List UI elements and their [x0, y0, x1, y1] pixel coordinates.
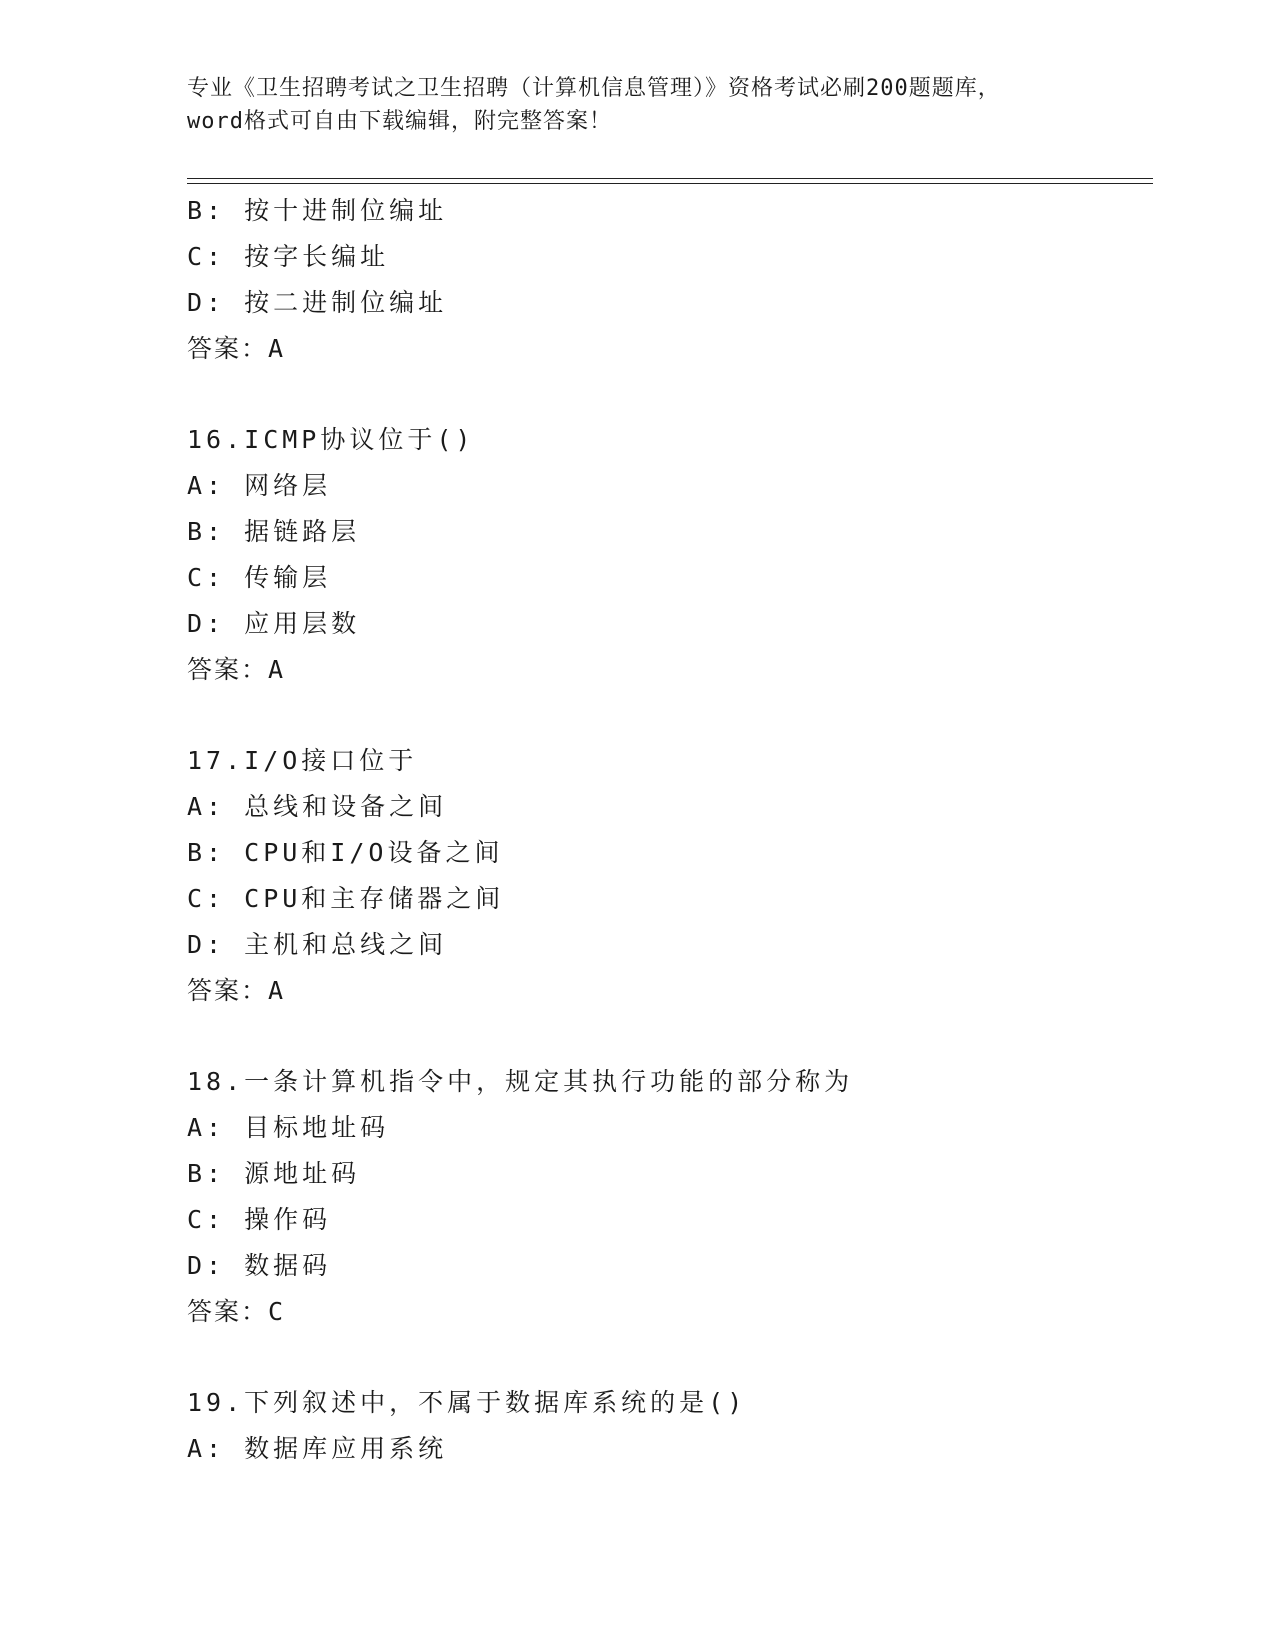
answer-line: 答案：C — [187, 1297, 286, 1326]
header-divider-bottom — [187, 183, 1153, 184]
option-c: C: 按字长编址 — [187, 242, 390, 271]
option-b: B: 据链路层 — [187, 517, 361, 546]
question-stem: 17.I/O接口位于 — [187, 746, 418, 775]
document-header — [187, 72, 1087, 138]
option-a: A: 网络层 — [187, 471, 332, 500]
question-stem: 18.一条计算机指令中，规定其执行功能的部分称为 — [187, 1067, 854, 1096]
answer-line: 答案：A — [187, 334, 286, 363]
answer-line: 答案：A — [187, 655, 286, 684]
question-stem: 19.下列叙述中，不属于数据库系统的是() — [187, 1388, 747, 1417]
question-18 — [187, 1059, 1137, 1335]
option-a: A: 总线和设备之间 — [187, 792, 448, 821]
header-line-2: word格式可自由下载编辑，附完整答案！ — [187, 109, 612, 134]
option-d: D: 数据码 — [187, 1251, 332, 1280]
answer-line: 答案：A — [187, 976, 286, 1005]
option-c: C: 传输层 — [187, 563, 332, 592]
option-d: D: 按二进制位编址 — [187, 288, 448, 317]
question-16 — [187, 417, 1137, 693]
option-d: D: 主机和总线之间 — [187, 930, 448, 959]
option-b: B: CPU和I/O设备之间 — [187, 838, 504, 867]
question-19 — [187, 1380, 1137, 1472]
option-b: B: 源地址码 — [187, 1159, 361, 1188]
question-17 — [187, 738, 1137, 1014]
question-list — [187, 188, 1137, 1472]
header-divider-top — [187, 178, 1153, 179]
option-c: C: 操作码 — [187, 1205, 332, 1234]
option-a: A: 数据库应用系统 — [187, 1434, 448, 1463]
question-15-continued — [187, 188, 1137, 372]
option-d: D: 应用层数 — [187, 609, 361, 638]
header-line-1: 专业《卫生招聘考试之卫生招聘（计算机信息管理）》资格考试必刷200题题库， — [187, 76, 1001, 101]
option-b: B: 按十进制位编址 — [187, 196, 448, 225]
question-stem: 16.ICMP协议位于() — [187, 425, 475, 454]
option-c: C: CPU和主存储器之间 — [187, 884, 505, 913]
option-a: A: 目标地址码 — [187, 1113, 390, 1142]
